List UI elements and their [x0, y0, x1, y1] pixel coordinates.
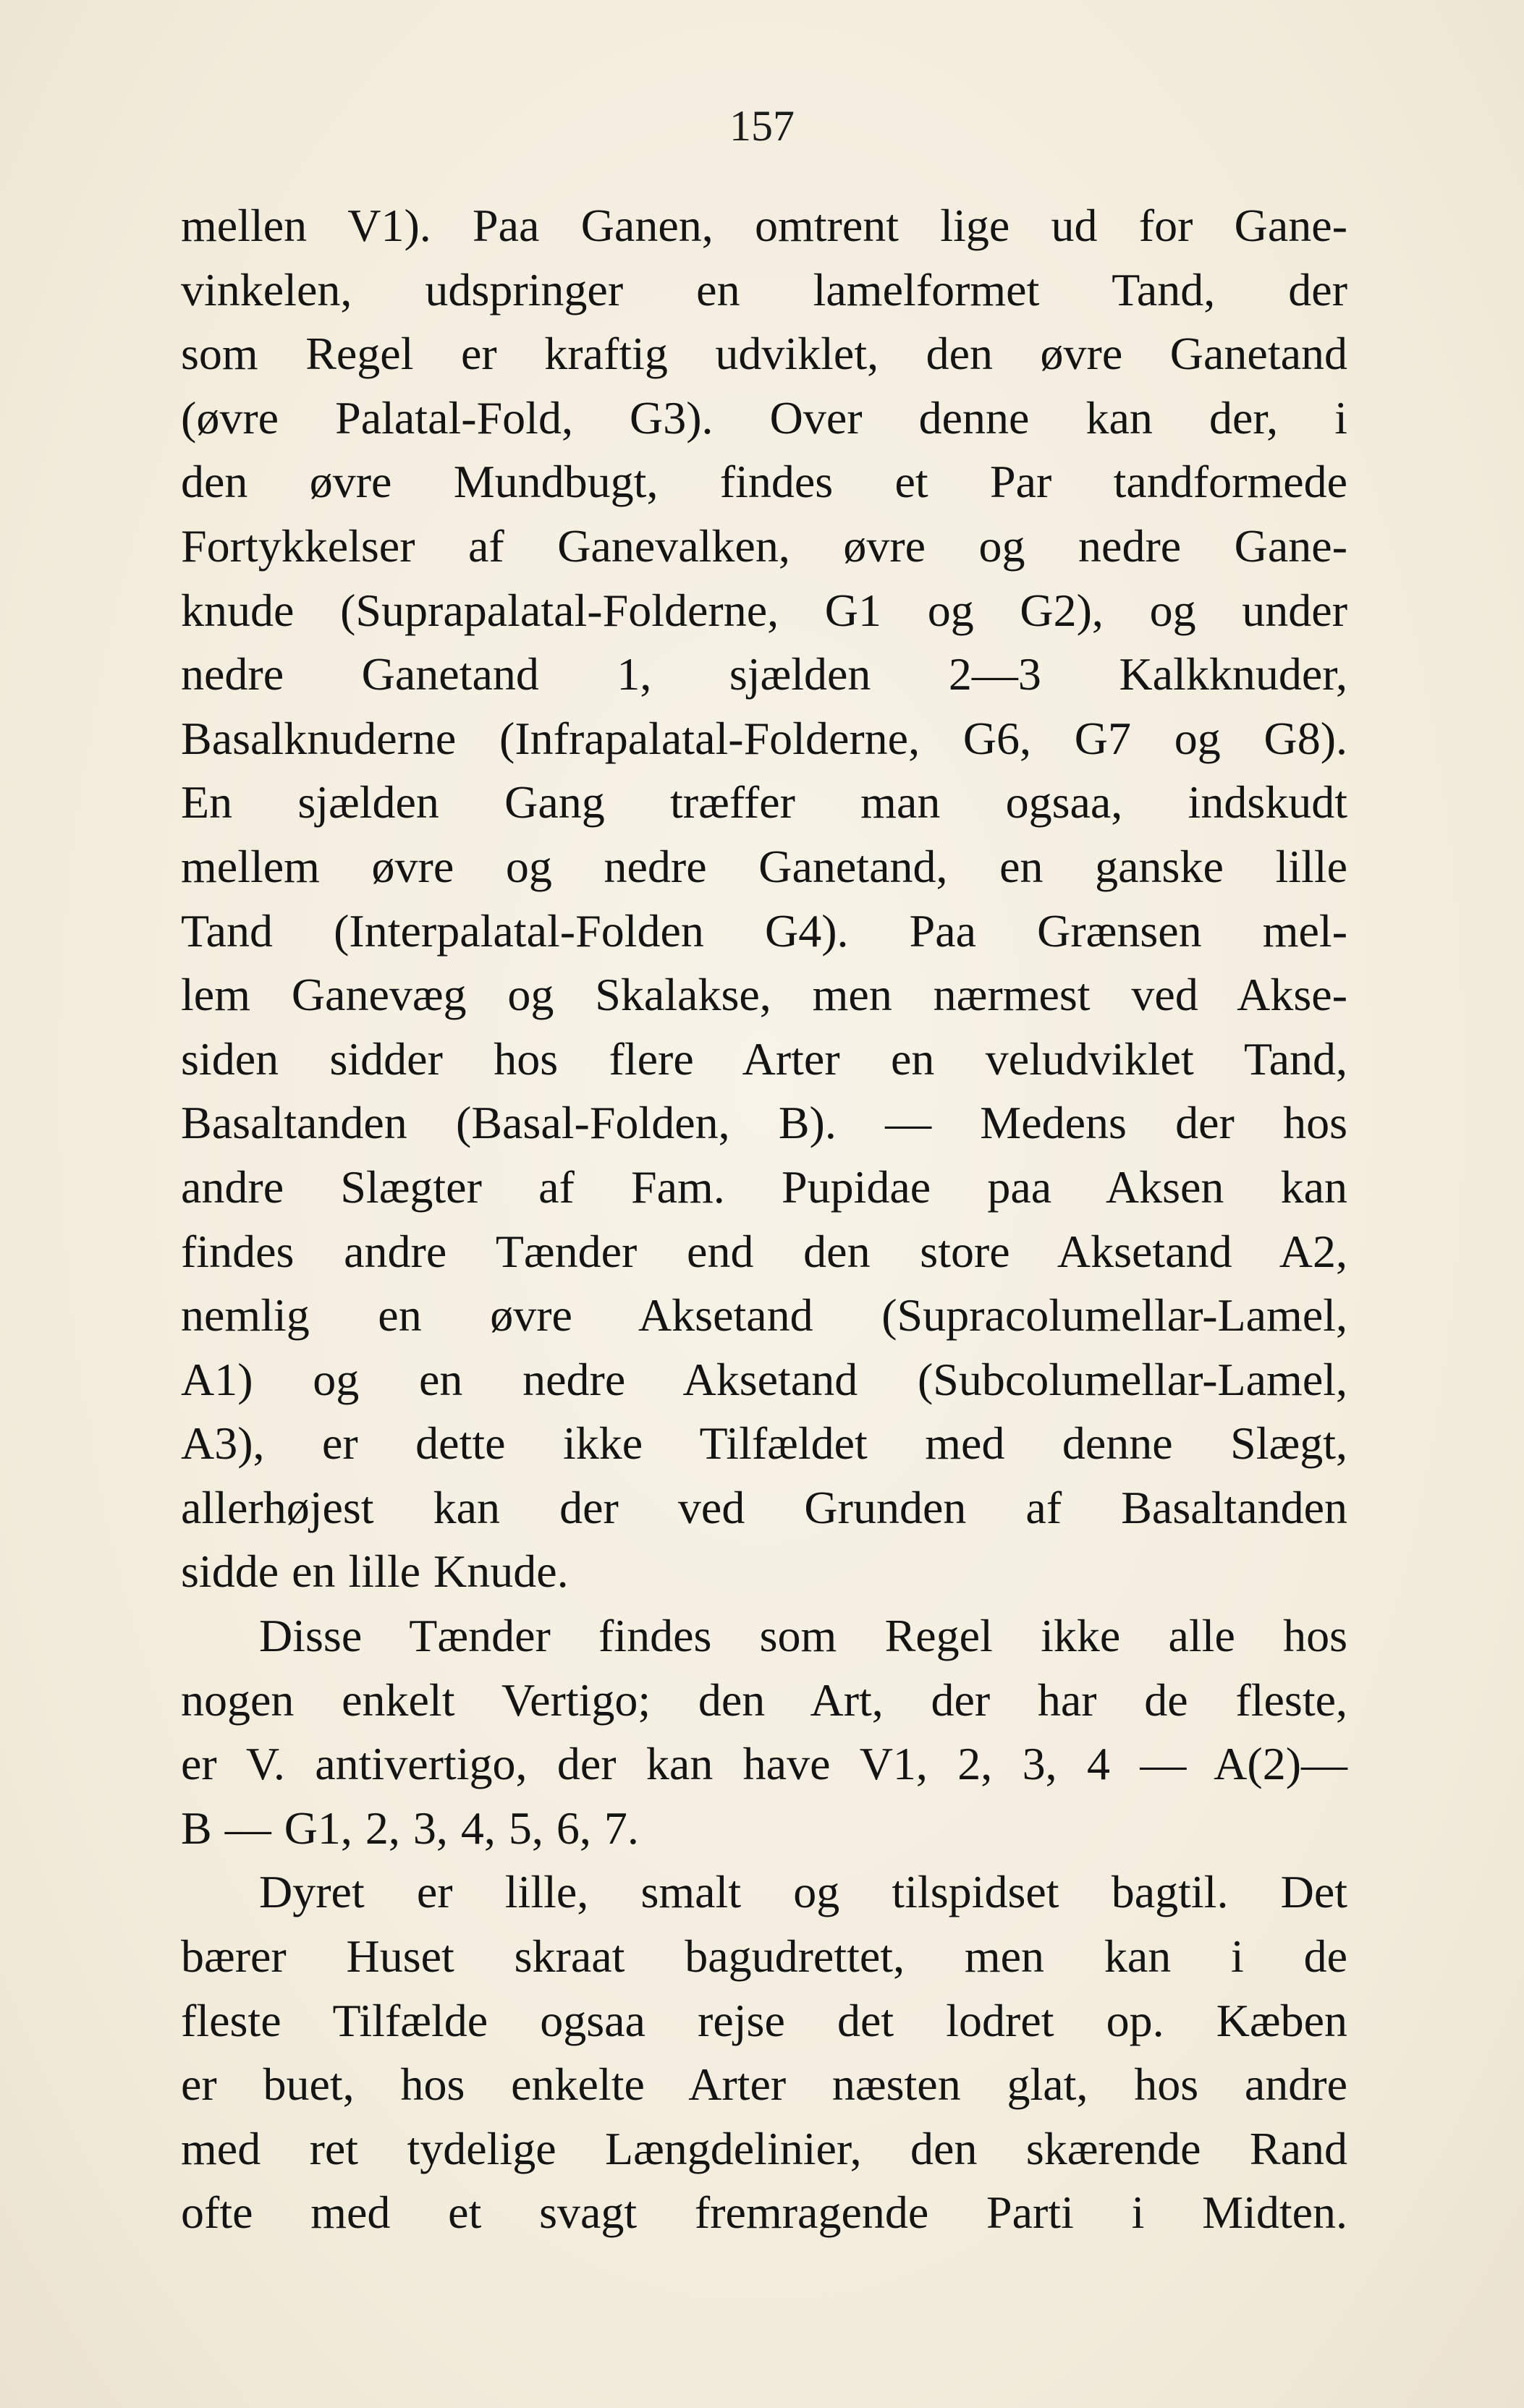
text-line: andre Slægter af Fam. Pupidae paa Aksen kan — [181, 1161, 1347, 1213]
text-line: nemlig en øvre Aksetand (Supracolumellar-Lamel, — [181, 1289, 1347, 1341]
text-line: som Regel er kraftig udviklet, den øvre Ganetand — [181, 328, 1347, 380]
text-line: Tand (Interpalatal-Folden G4). Paa Grænsen mel- — [181, 904, 1347, 957]
text-line: En sjælden Gang træffer man ogsaa, indskudt — [181, 776, 1347, 828]
text-line: mellen V1). Paa Ganen, omtrent lige ud for Gane- — [181, 200, 1347, 251]
text-line: (øvre Palatal-Fold, G3). Over denne kan der, i — [181, 391, 1347, 444]
text-line: A3), er dette ikke Tilfældet med denne Slægt, — [181, 1417, 1347, 1470]
text-line: fleste Tilfælde ogsaa rejse det lodret op. Kæben — [181, 1994, 1347, 2046]
text-line: lem Ganevæg og Skalakse, men nærmest ved Akse- — [181, 969, 1347, 1021]
text-line: nogen enkelt Vertigo; den Art, der har de fleste, — [181, 1674, 1347, 1726]
text-line: vinkelen, udspringer en lamelformet Tand, der — [181, 263, 1347, 315]
text-line: A1) og en nedre Aksetand (Subcolumellar-Lamel, — [181, 1353, 1347, 1405]
text-line: Fortykkelser af Ganevalken, øvre og nedre Gane- — [181, 520, 1347, 572]
text-line: den øvre Mundbugt, findes et Par tandformede — [181, 456, 1347, 508]
text-line: allerhøjest kan der ved Grunden af Basaltanden — [181, 1481, 1347, 1533]
body-text — [181, 194, 1347, 2245]
text-line: Disse Tænder findes som Regel ikke alle hos — [259, 1610, 1347, 1662]
text-line: sidde en lille Knude. — [181, 1546, 569, 1598]
text-line: siden sidder hos flere Arter en veludviklet Tand, — [181, 1033, 1347, 1085]
text-line: B — G1, 2, 3, 4, 5, 6, 7. — [181, 1802, 639, 1854]
text-line: Dyret er lille, smalt og tilspidset bagtil. Det — [259, 1866, 1347, 1918]
text-line: mellem øvre og nedre Ganetand, en ganske lille — [181, 840, 1347, 892]
text-line: med ret tydelige Længdelinier, den skærende Rand — [181, 2122, 1347, 2174]
text-line: er V. antivertigo, der kan have V1, 2, 3, 4 — A(2)— — [181, 1738, 1347, 1790]
text-line: bærer Huset skraat bagudrettet, men kan i de — [181, 1930, 1347, 1983]
text-line: knude (Suprapalatal-Folderne, G1 og G2), og under — [181, 584, 1347, 636]
text-line: ofte med et svagt fremragende Parti i Midten. — [181, 2187, 1347, 2239]
text-line: Basaltanden (Basal-Folden, B). — Medens der hos — [181, 1097, 1347, 1149]
text-line: Basalknuderne (Infrapalatal-Folderne, G6, G7 og G8). — [181, 712, 1347, 764]
text-line: nedre Ganetand 1, sjælden 2—3 Kalkknuder, — [181, 648, 1347, 700]
page-number: 157 — [729, 102, 795, 150]
text-line: findes andre Tænder end den store Aksetand A2, — [181, 1225, 1347, 1277]
text-line: er buet, hos enkelte Arter næsten glat, hos andre — [181, 2059, 1347, 2111]
